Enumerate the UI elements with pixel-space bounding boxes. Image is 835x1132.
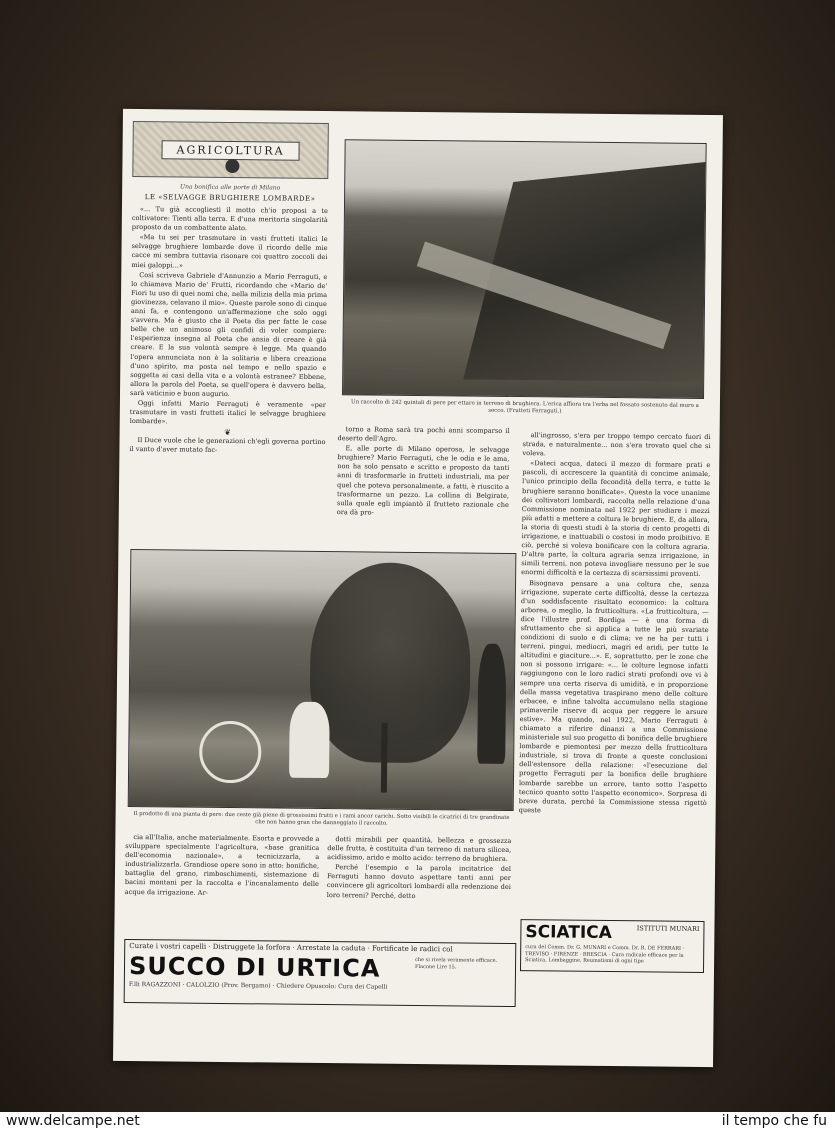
text-column-3 [518,431,711,913]
footer-left[interactable]: www.delcampe.net [6,1113,140,1129]
ad-side-text: che si rivela veramente efficace. Flacone Lire 15. [415,956,498,970]
ad-brand: SCIATICA [525,922,612,944]
masthead-title: AGRICOLTURA [161,140,299,160]
text-column-5 [326,835,511,933]
photo2-caption: Il prodotto di una pianta di pere: due ceste già piene di grossissimi frutti e i rami ancor carichi. Sotto visibili le cicatrici di tre grandinate che non hanno gran che danneggiato il raccolto. [133,811,510,827]
paragraph: all'ingrosso, s'era per troppo tempo cercato fuori di strada, e naturalmente... non s'era trovato quel che si voleva. [522,431,711,458]
ad-maker: F.lli RAGAZZONI · CALOLZIO (Prov. Bergamo) · Chiedere Opuscolo: Cura dei Capelli [128,980,388,991]
paragraph: cia all'Italia, anche materialmente. Esorta e provvede a sviluppare specialmente l'agricoltura, «base granitica dell'economia nazionale», a tecnicizzarla, a industrializzarla. Grandiose opere sono in atto: bonifiche, battaglia del grano, rimboschimenti, sistemazione di bacini montani per la raccolta e l'incanalamento delle acque da irrigazione. Ar- [124,833,320,897]
paragraph: Il Duce vuole che le generazioni ch'egli governa portino il vanto d'aver mutato fac- [129,436,326,455]
text-column-4 [124,833,319,931]
watermark-footer [0,1112,835,1132]
pear-tree-photo [128,549,517,811]
paragraph: dotti mirabili per quantità, bellezza e grossezza delle frutta, è costituita d'un terreno di natura silicea, acidissimo, arido e molto acido: terreno da brughiera. [327,835,512,864]
photo1-caption: Un raccolto di 242 quintali di pere per ettaro in terreno di brughiera. L'erica affiora tra l'erba nel fossato sostenuto dal muro a secco. (Frutteti Ferraguti.) [351,399,699,415]
ad-tagline: Curate i vostri capelli · Distruggete la forfora · Arrestate la caduta · Fortificate le radici col [129,941,453,954]
ad-brand: SUCCO DI URTICA [128,951,381,983]
masthead [132,121,329,179]
paragraph: torno a Roma sarà tra pochi anni scomparso il deserto dell'Agro. [337,425,510,443]
paragraph: «Dateci acqua, dateci il mezzo di formare prati e pascoli, di accrescere la quantità di concime animale, l'unico principio della fecondità della terra, e tutte le brughiere saranno bonificate». Questa la voce unanime dei coltivatori lombardi, raccolta nella relazione d'una Commissione nominata nel 1922 per studiare i mezzi più adatti a mettere a coltura le brughiere. E, da allora, la storia di questi studi è la storia di cento progetti di irrigazione, e inattuabili o costosi in modo proibitivo. E ciò, perché si voleva bonificare con la coltura agraria. D'altra parte, la coltura agraria senza irrigazione, in simili terreni, non poteva invogliare nessuno per le sue enormi difficoltà e la certezza di scarsissimi proventi. [521,459,711,579]
paragraph: Perché l'esempio e la parola incitatrice del Ferraguti hanno dovuto aspettare tanti anni per convincere gli agricoltori lombardi alla redenzione dei loro terreni? Perché, detto [326,863,512,900]
text-column-1 [129,205,328,537]
wheel-shape [199,721,262,784]
paragraph: Così scriveva Gabriele d'Annunzio a Mario Ferraguti, e lo chiamava Mario de' Frutti, ricordando che «Mario de' Fiori tu uso di quei nomi che, nella milizia della mia prima giovinezza, celavano il mio». Queste parole sono di cinque anni fa, e contengono un'affermazione che solo oggi s'avvera. Ma è giusto che il Poeta dia per fatte le cose belle che un animoso gli confidi di voler compiere: l'esperienza insegna al Poeta che ansia di creare è già creare. E la sua volontà sempre è legge. Ma quando l'opera annunciata non è la solitaria e libera creazione d'uno spirito, ma posta nel tempo e nello spazio e soggetta ai casi della vita e a volontà estranee? Ebbene, allora la parola del Poeta, se quell'opera è davvero bella, sarà vaticinio e buon augurio. [129,270,328,398]
paragraph: «... Tu già accogliesti il motto ch'io proposi a te coltivatore: Tienti alla terra. E d'una meritoria singolarità proposto da un combattente alato. [131,205,328,233]
footer-right: il tempo che fu [721,1113,827,1129]
worker-figure [477,644,506,764]
paragraph: Oggi infatti Mario Ferraguti è veramente «per trasmutare in vasti frutteti italici le selvagge brughiere lombarde». [129,399,326,426]
paragraph: «Ma tu sei per trasmutare in vasti frutteti italici le selvagge brughiere lombarde dove il ricordo delle mie cacce mi sembra tuttavia risonare coi quattro zoccoli dei miei galoppi...» [131,233,328,270]
article-headline: LE «SELVAGGE BRUGHIERE LOMBARDE» [144,193,316,203]
ad-institute: ISTITUTI MUNARI [636,924,700,933]
orchard-photo [342,139,707,399]
text-column-2 [337,425,510,537]
emblem-icon [225,159,239,173]
magazine-page [113,109,723,1067]
ad-details: cura del Comm. Dr. G. MUNARI e Comm. Dr. R. DE FERRARI · TREVISO · FIRENZE · BRESCIA · Cura radicale efficace per la Sciatica, Lombaggine, Reumatismi di ogni tipo [525,944,685,965]
urtica-advertisement [124,939,517,1007]
paragraph: E, alle porte di Milano operosa, le selvagge brughiere? Mario Ferraguti, che le odia e le ama, non ha solo pensato e scritto e proposto da tanti anni di trasformarle in frutteti industriali, ma per quel che poteva personalmente, a fatti, è riuscito a trasformarne un pezzo. La collina di Belgirate, sulla quale egli impiantò il frutteto razionale che ora dà pro- [336,444,510,517]
worker-figure [289,702,330,778]
paragraph: Bisognava pensare a una coltura che, senza irrigazione, superate certe difficoltà, desse la certezza d'un soddisfacente risultato economico: la coltura arborea, o meglio, la frutticoltura. «La frutticoltura, — dice l'illustre prof. Bordiga — è una forma di sfruttamento che si applica a tutte le più svariate condizioni di suolo e di clima; ve ne ha per tutti i terreni, pingui, mediocri, magri ed aridi, per tutte le altitudini e giaciture...». E, soprattutto, per le zone che non si possono irrigare: «... le colture legnose infatti raggiungono con le loro radici strati profondi ove vi è sempre una certa riserva di umidità, e in proporzione della massa vegetativa traspirano meno delle colture erbacee, e infine talvolta accumulano nella stagione primaverile riserve di acqua per reggere le arsure estive». Ma quando, nel 1922, Mario Ferraguti è chiamato a riferire dinanzi a una Commissione ministeriale sul suo progetto di bonifica delle brughiere lombarde e piemontesi per mezzo della frutticoltura industriale, si trova di fronte a queste conclusioni dell'estensore della relazione: «l'esecuzione del progetto Ferraguti per la bonifica delle brughiere lombarde sarebbe un errore, tanto sotto l'aspetto tecnico quanto sotto l'aspetto economico». Sorpresa di breve durata, perché la Commissione stessa rigettò queste [518,578,710,815]
sciatica-advertisement [520,919,705,973]
fleuron-icon: ❦ [224,428,232,438]
article-subtitle: Una bonifica alle porte di Milano [180,183,281,192]
tree-shape [309,562,471,764]
trunk-shape [381,723,388,793]
